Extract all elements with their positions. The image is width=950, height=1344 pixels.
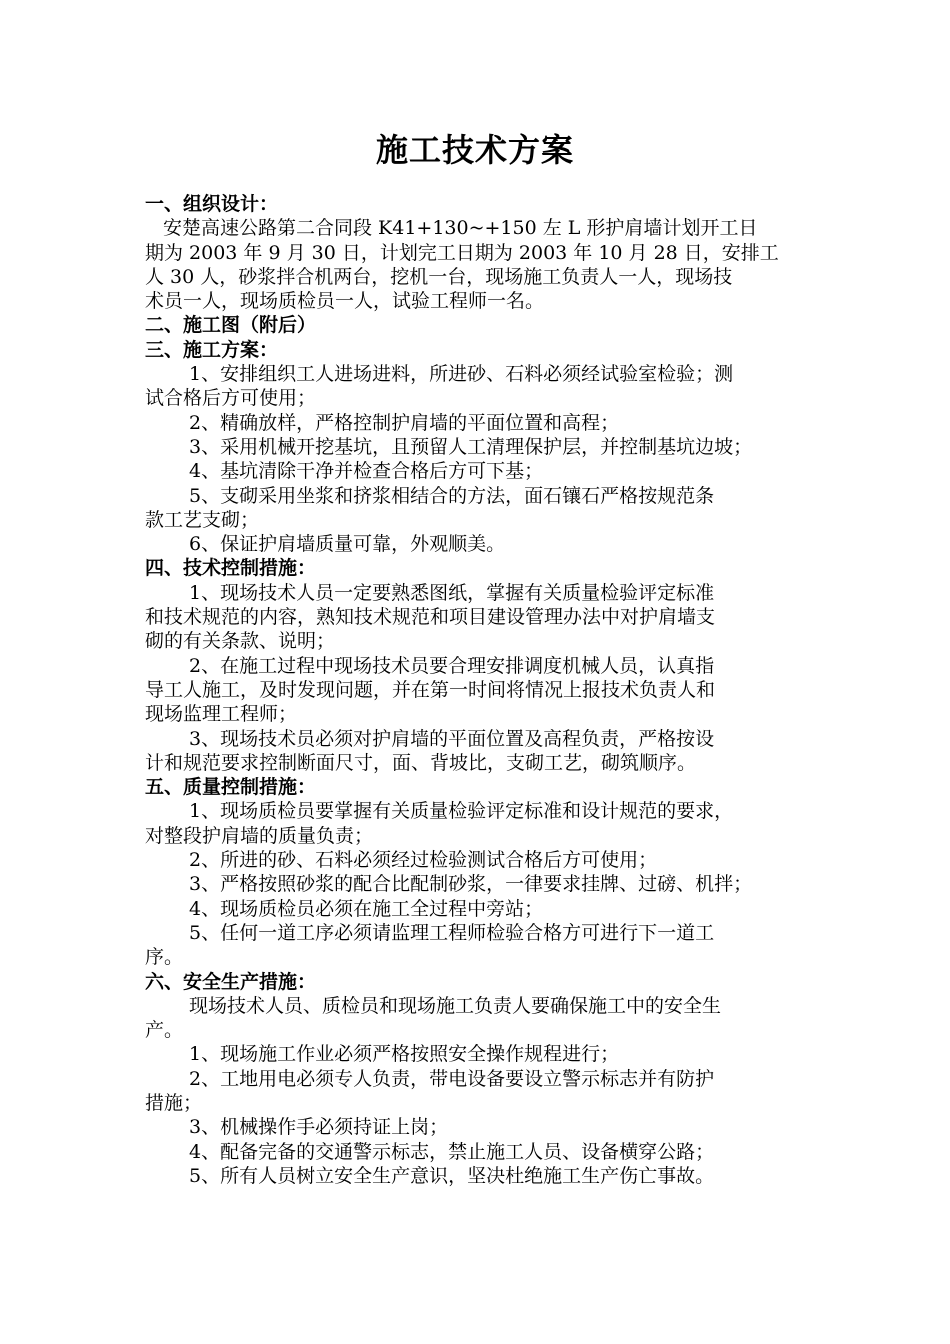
paragraph-line: 2、所进的砂、石料必须经过检验测试合格后方可使用； [189,849,658,872]
paragraph-continuation-line: 序。 [145,946,184,969]
paragraph-continuation-line: 期为 2003 年 9 月 30 日，计划完工日期为 2003 年 10 月 28 日，安排工 [145,241,779,264]
section-heading: 四、技术控制措施： [145,557,317,580]
paragraph-line: 1、现场质检员要掌握有关质量检验评定标准和设计规范的要求， [189,800,734,823]
section-heading: 六、安全生产措施： [145,970,317,993]
section-heading: 五、质量控制措施： [145,776,317,799]
paragraph-line: 1、现场技术人员一定要熟悉图纸，掌握有关质量检验评定标准 [189,581,715,604]
paragraph-line: 6、保证护肩墙质量可靠，外观顺美。 [189,533,506,556]
paragraph-line: 3、严格按照砂浆的配合比配制砂浆，一律要求挂牌、过磅、机拌； [189,873,753,896]
paragraph-line: 安楚高速公路第二合同段 K41+130~+150 左 L 形护肩墙计划开工日 [163,217,758,240]
paragraph-continuation-line: 和技术规范的内容，熟知技术规范和项目建设管理办法中对护肩墙支 [145,606,716,629]
paragraph-line: 3、采用机械开挖基坑，且预留人工清理保护层，并控制基坑边坡； [189,435,753,458]
paragraph-line: 5、支砌采用坐浆和挤浆相结合的方法，面石镶石严格按规范条 [189,484,715,507]
document-body [145,192,809,1188]
paragraph-continuation-line: 现场监理工程师； [145,703,298,726]
paragraph-continuation-line: 术员一人，现场质检员一人，试验工程师一名。 [145,290,545,313]
paragraph-continuation-line: 试合格后方可使用； [145,387,317,410]
paragraph-line: 4、基坑清除干净并检查合格后方可下基； [189,460,544,483]
document-title: 施工技术方案 [375,131,574,169]
paragraph-line: 现场技术人员、质检员和现场施工负责人要确保施工中的安全生 [189,994,722,1017]
paragraph-continuation-line: 导工人施工，及时发现问题，并在第一时间将情况上报技术负责人和 [145,678,716,701]
paragraph-continuation-line: 措施； [145,1091,203,1114]
paragraph-continuation-line: 计和规范要求控制断面尺寸，面、背坡比，支砌工艺，砌筑顺序。 [145,751,697,774]
section-heading: 一、组织设计： [145,193,279,215]
paragraph-continuation-line: 产。 [145,1019,184,1042]
paragraph-continuation-line: 砌的有关条款、说明； [145,630,336,653]
paragraph-line: 5、任何一道工序必须请监理工程师检验合格方可进行下一道工 [189,921,715,944]
paragraph-continuation-line: 款工艺支砌； [145,508,260,531]
paragraph-continuation-line: 人 30 人，砂浆拌合机两台，挖机一台，现场施工负责人一人，现场技 [145,265,733,288]
paragraph-line: 2、精确放样，严格控制护肩墙的平面位置和高程； [189,411,620,434]
paragraph-line: 2、工地用电必须专人负责，带电设备要设立警示标志并有防护 [189,1067,715,1090]
section-heading: 二、施工图（附后） [145,314,317,337]
paragraph-line: 4、配备完备的交通警示标志，禁止施工人员、设备横穿公路； [189,1140,715,1163]
paragraph-line: 4、现场质检员必须在施工全过程中旁站； [189,897,544,920]
paragraph-line: 3、机械操作手必须持证上岗； [189,1116,449,1139]
paragraph-line: 1、安排组织工人进场进料，所进砂、石料必须经试验室检验；测 [189,363,734,386]
paragraph-line: 3、现场技术员必须对护肩墙的平面位置及高程负责，严格按设 [189,727,715,750]
paragraph-continuation-line: 对整段护肩墙的质量负责； [145,824,374,847]
section-heading: 三、施工方案： [145,338,279,361]
paragraph-line: 1、现场施工作业必须严格按照安全操作规程进行； [189,1043,620,1066]
paragraph-line: 5、所有人员树立安全生产意识，坚决杜绝施工生产伤亡事故。 [189,1164,715,1187]
paragraph-line: 2、在施工过程中现场技术员要合理安排调度机械人员，认真指 [189,654,715,677]
